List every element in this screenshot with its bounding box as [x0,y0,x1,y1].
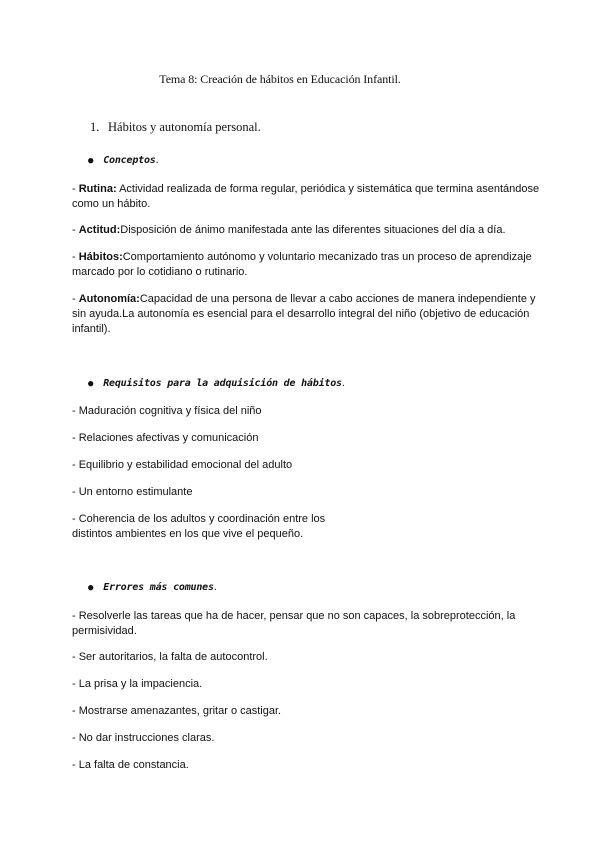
list-item: - Coherencia de los adultos y coordinación entre los [72,513,326,525]
heading-errores-text: Errores más comunes [103,582,214,593]
list-item: - Equilibrio y estabilidad emocional del adulto [72,459,293,471]
list-item: - Un entorno estimulante [72,486,193,498]
bullet-icon: ● [88,583,94,593]
list-item: - La falta de constancia. [72,759,189,771]
heading-conceptos [88,154,158,166]
list-item: - Ser autoritarios, la falta de autocontrol. [72,651,268,663]
bullet-icon: ● [88,156,94,166]
concept-habitos [72,250,542,280]
section-label: Hábitos y autonomía personal. [108,120,261,134]
list-item: - Resolverle las tareas que ha de hacer, pensar que no son capaces, la sobreprotección, la permisividad. [72,610,516,637]
concept-autonomia [72,292,542,337]
concept-term: Actitud: [78,224,121,236]
heading-errores [88,581,217,593]
list-item: - La prisa y la impaciencia. [72,678,203,690]
concept-prefix: - [72,183,79,195]
concept-definition: Capacidad de una persona de llevar a cabo acciones de manera independiente y sin ayuda.La autonomía es esencial para el desarrollo integral del niño (objetivo de educación infantil). [72,293,536,335]
section-number: 1. [90,120,100,134]
concept-term: Autonomía: [78,293,140,305]
list-item: - No dar instrucciones claras. [72,732,215,744]
heading-trail: . [213,581,217,593]
concept-term: Rutina: [78,183,117,195]
bullet-icon: ● [88,379,94,389]
concept-prefix: - [72,293,79,305]
list-item: - Mostrarse amenazantes, gritar o castigar. [72,705,282,717]
heading-conceptos-text: Conceptos [103,155,156,166]
document-title: Tema 8: Creación de hábitos en Educación Infantil. [159,72,401,86]
concept-rutina [72,182,542,212]
heading-requisitos [88,377,345,389]
heading-trail: . [155,154,159,166]
concept-term: Hábitos: [78,251,123,263]
concept-definition: Comportamiento autónomo y voluntario mecanizado tras un proceso de aprendizaje marcado por lo cotidiano o rutinario. [72,251,532,278]
concept-actitud [72,223,542,238]
list-item-continuation: distintos ambientes en los que vive el pequeño. [72,528,304,540]
list-item: - Maduración cognitiva y física del niño [72,405,262,417]
concept-prefix: - [72,224,79,236]
concept-definition: Disposición de ánimo manifestada ante las diferentes situaciones del día a día. [120,224,506,236]
section-heading-habitos [90,120,261,135]
heading-trail: . [341,377,345,389]
concept-definition: Actividad realizada de forma regular, periódica y sistemática que termina asentándose como un hábito. [72,183,540,210]
concept-prefix: - [72,251,79,263]
list-item: - Relaciones afectivas y comunicación [72,432,259,444]
heading-requisitos-text: Requisitos para la adquisición de hábitos [103,378,342,389]
